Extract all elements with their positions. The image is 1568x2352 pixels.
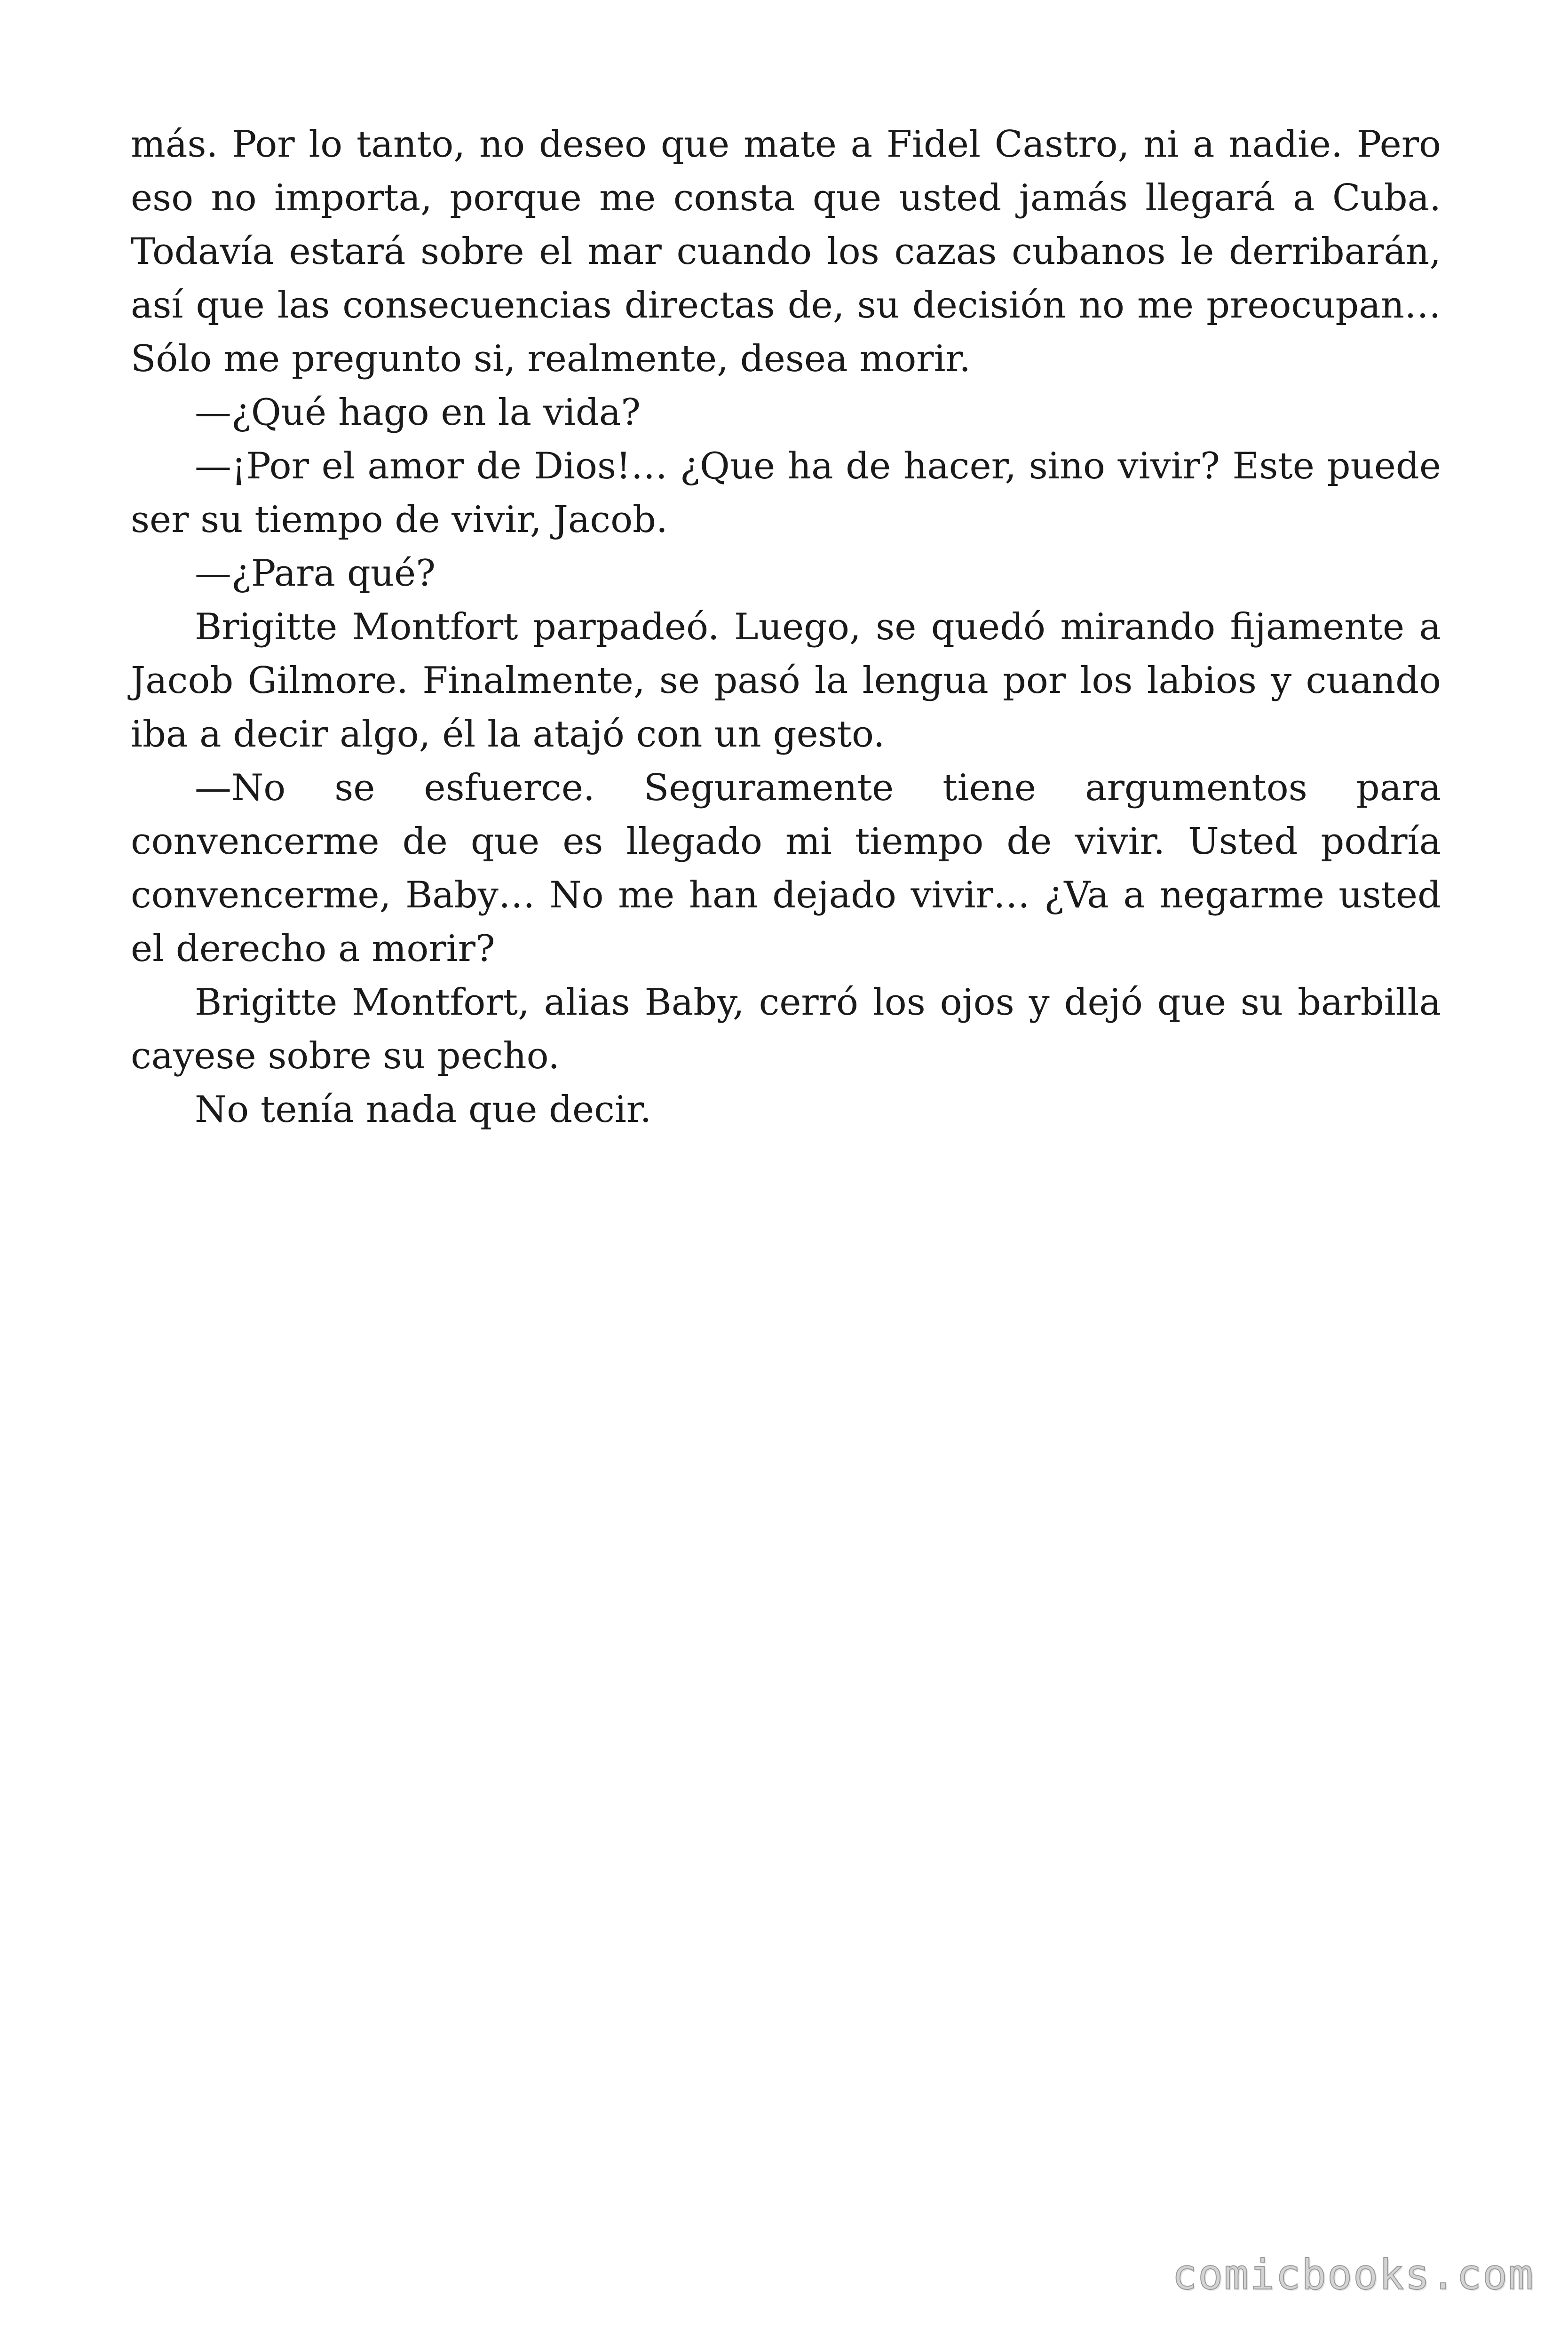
dialogue-paragraph: —¡Por el amor de Dios!… ¿Que ha de hacer, sino vivir? Este puede ser su tiempo de vivir, Jacob. <box>131 445 1441 541</box>
narrative-paragraph: Brigitte Montfort parpadeó. Luego, se quedó mirando fijamente a Jacob Gilmore. Finalmente, se pasó la lengua por los labios y cuando iba a decir algo, él la atajó con un gesto. <box>131 606 1441 755</box>
closing-paragraph: No tenía nada que decir. <box>195 1089 652 1131</box>
watermark: comicbooks.com <box>1172 2250 1534 2299</box>
dialogue-paragraph: —¿Qué hago en la vida? <box>195 391 641 434</box>
paragraph-continuation: más. Por lo tanto, no deseo que mate a Fidel Castro, ni a nadie. Pero eso no importa, porque me consta que usted jamás llegará a Cuba. Todavía estará sobre el mar cuando los cazas cubanos le derribarán, así que las consecuencias directas de, su decisión no me preocupan… Sólo me pregunto si, realmente, desea morir. <box>131 123 1441 380</box>
dialogue-paragraph: —¿Para qué? <box>195 552 436 595</box>
body-text <box>131 118 1441 1136</box>
dialogue-paragraph: —No se esfuerce. Seguramente tiene argumentos para convencerme de que es llegado mi tiempo de vivir. Usted podría convencerme, Baby… No me han dejado vivir… ¿Va a negarme usted el derecho a morir? <box>131 767 1441 970</box>
narrative-paragraph: Brigitte Montfort, alias Baby, cerró los ojos y dejó que su barbilla cayese sobre su pecho. <box>131 981 1441 1077</box>
